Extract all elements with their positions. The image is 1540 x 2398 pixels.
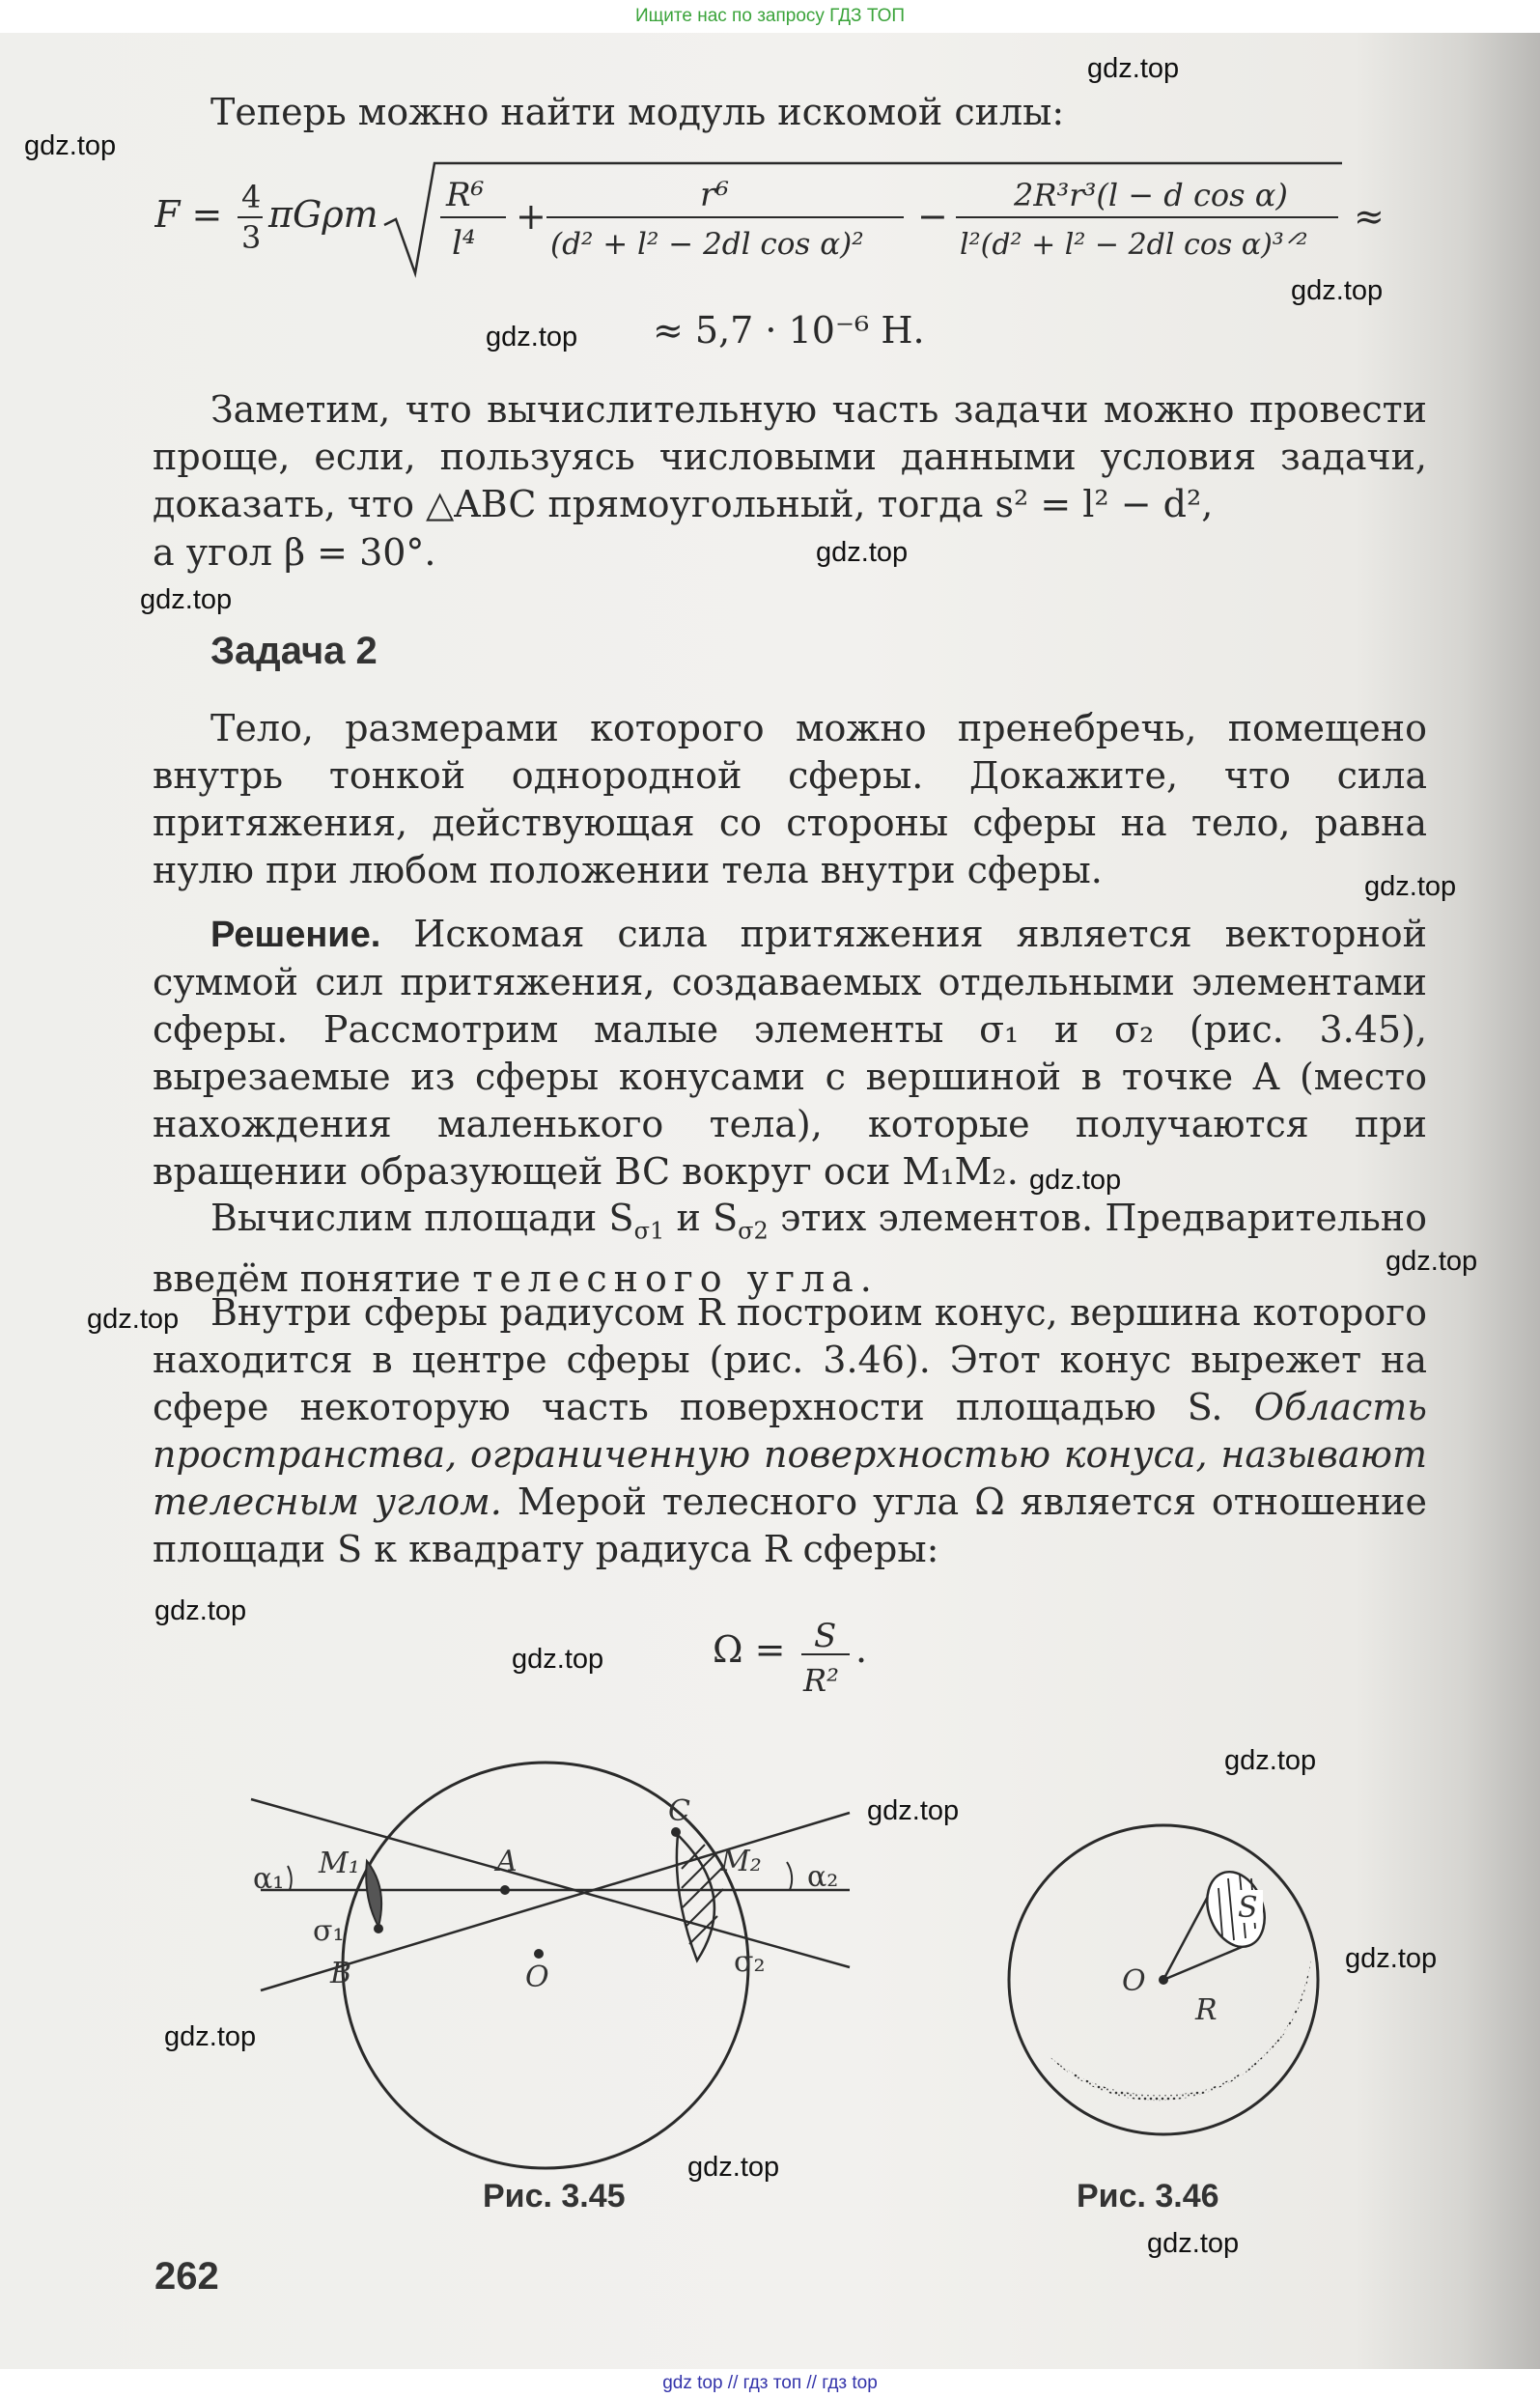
label-o-346: O: [1122, 1964, 1146, 1998]
task-text: Тело, размерами которого можно пренебречь, помещено внутрь тонкой однородной сферы. Докажите, что сила притяжения, действующая со стороны сферы на тело, равна нулю при любом положении тела внутри сферы.: [153, 707, 1427, 891]
watermark: gdz.top: [1029, 1165, 1122, 1196]
figure-3-46: [1004, 1801, 1323, 2168]
formula-term2-den: (d² + l² − 2dl cos α)²: [550, 227, 864, 262]
label-r: R: [1195, 1993, 1218, 2027]
top-banner[interactable]: Ищите нас по запросу ГДЗ ТОП: [0, 0, 1540, 33]
label-sigma1: σ₁: [313, 1914, 345, 1948]
solution-label: Решение.: [210, 915, 381, 955]
figure-3-45: [232, 1743, 927, 2173]
label-m1: M₁: [319, 1847, 360, 1880]
omega-formula: [713, 1608, 906, 1714]
areas-text-before: Вычислим площади S: [210, 1197, 634, 1239]
solid-angle-definition: Область пространства, ограниченную поверхностью конуса, называют телесным углом.: [153, 1386, 1427, 1523]
center-o: [1159, 1975, 1168, 1985]
formula-term1-den: l⁴: [452, 224, 476, 263]
formula-frac1-num: 4: [241, 179, 262, 215]
solution-paragraph: [153, 911, 1427, 1196]
formula-frac1-den: 3: [241, 219, 262, 256]
point-c: [671, 1827, 681, 1837]
sigma1-element: [366, 1861, 381, 1927]
omega-formula-graphic: [713, 1608, 906, 1714]
formula-term1-num: R⁶: [446, 176, 485, 214]
label-c: C: [668, 1794, 690, 1828]
areas-paragraph: [153, 1195, 1427, 1303]
watermark: gdz.top: [1224, 1745, 1317, 1776]
omega-num: S: [814, 1617, 837, 1655]
omega-den: R²: [803, 1662, 839, 1699]
label-alpha2: α₂: [807, 1860, 839, 1894]
figure-3-45-diagram: [232, 1743, 927, 2173]
watermark: gdz.top: [1291, 275, 1384, 306]
caption-fig-3-46: Рис. 3.46: [1077, 2178, 1219, 2215]
label-o: O: [525, 1961, 549, 1994]
shaded-shadow: [1047, 1958, 1311, 2101]
point-b: [374, 1924, 383, 1933]
watermark: gdz.top: [867, 1795, 960, 1826]
cone-text-after: Мерой телесного угла Ω является отношение площади S к квадрату радиуса R сферы:: [153, 1481, 1427, 1570]
watermark: gdz.top: [687, 2152, 780, 2183]
label-m2: M₂: [720, 1845, 762, 1878]
svg-text:+: +: [516, 195, 546, 238]
formula-result: ≈ 5,7 · 10⁻⁶ Н.: [653, 309, 925, 352]
label-alpha1: α₁: [253, 1862, 285, 1896]
caption-fig-3-45: Рис. 3.45: [483, 2178, 626, 2215]
areas-sub1: σ1: [633, 1217, 665, 1245]
formula-term3-den: l²(d² + l² − 2dl cos α)³ᐟ²: [960, 228, 1308, 262]
watermark: gdz.top: [1345, 1943, 1438, 1974]
watermark: gdz.top: [140, 584, 233, 615]
label-b: B: [330, 1957, 352, 1990]
remark-tail: а угол β = 30°.: [153, 531, 436, 574]
cone-text: Внутри сферы радиусом R построим конус, вершина которого находится в центре сферы (рис. 3.46). Этот конус вырежет на сфере некоторую часть поверхности площадью S.: [153, 1291, 1427, 1428]
watermark: gdz.top: [1386, 1246, 1478, 1277]
point-a: [500, 1885, 510, 1895]
spaced-term: телесного угла: [472, 1256, 860, 1300]
areas-end: .: [859, 1256, 872, 1300]
label-a: A: [496, 1845, 518, 1878]
label-s: S: [1238, 1891, 1258, 1925]
force-formula: [154, 159, 1429, 285]
point-o: [534, 1949, 544, 1959]
page-number: 262: [154, 2255, 219, 2298]
watermark: gdz.top: [164, 2021, 257, 2052]
solution-text: Искомая сила притяжения является векторной суммой сил притяжения, создаваемых отдельными элементами сферы. Рассмотрим малые элементы σ₁ и σ₂ (рис. 3.45), вырезаемые из сферы конусами с вершиной в точке A (место нахождения маленького тела), которые получаются при вращении образующей BC вокруг оси M₁M₂.: [153, 913, 1427, 1193]
areas-mid: и S: [664, 1197, 739, 1239]
watermark: gdz.top: [816, 537, 909, 568]
svg-text:−: −: [917, 195, 948, 238]
remark-paragraph: Заметим, что вычислительную часть задачи можно провести проще, если, пользуясь числовыми данными условия задачи, доказать, что △ABC прямоугольный, тогда s² = l² − d²,: [153, 388, 1427, 525]
watermark: gdz.top: [154, 1595, 247, 1626]
omega-lhs: Ω =: [713, 1628, 786, 1671]
watermark: gdz.top: [1087, 53, 1180, 84]
formula-approx: ≈: [1354, 195, 1385, 238]
watermark: gdz.top: [1364, 871, 1457, 902]
watermark: gdz.top: [24, 130, 117, 161]
bottom-banner[interactable]: gdz top // гдз топ // гдз top: [0, 2369, 1540, 2398]
formula-lhs: F =: [154, 193, 223, 236]
label-sigma2: σ₂: [734, 1945, 766, 1979]
areas-sub2: σ2: [738, 1217, 769, 1245]
formula-term2-num: r⁶: [700, 176, 729, 214]
areas-text-after: этих элементов. Предварительно введём понятие: [153, 1197, 1427, 1300]
watermark: gdz.top: [1147, 2228, 1240, 2259]
watermark: gdz.top: [486, 322, 578, 353]
cone-paragraph: [153, 1289, 1427, 1573]
omega-end: .: [855, 1628, 868, 1671]
task-heading: Задача 2: [210, 630, 378, 672]
watermark: gdz.top: [512, 1644, 604, 1675]
formula-term3-num: 2R³r³(l − d cos α): [1014, 177, 1288, 213]
intro-line: Теперь можно найти модуль искомой силы:: [210, 91, 1065, 133]
force-formula-graphic: [154, 159, 1429, 285]
formula-multiplier: πGρm: [268, 193, 378, 236]
watermark: gdz.top: [87, 1304, 180, 1335]
figure-3-46-diagram: [1004, 1801, 1323, 2168]
